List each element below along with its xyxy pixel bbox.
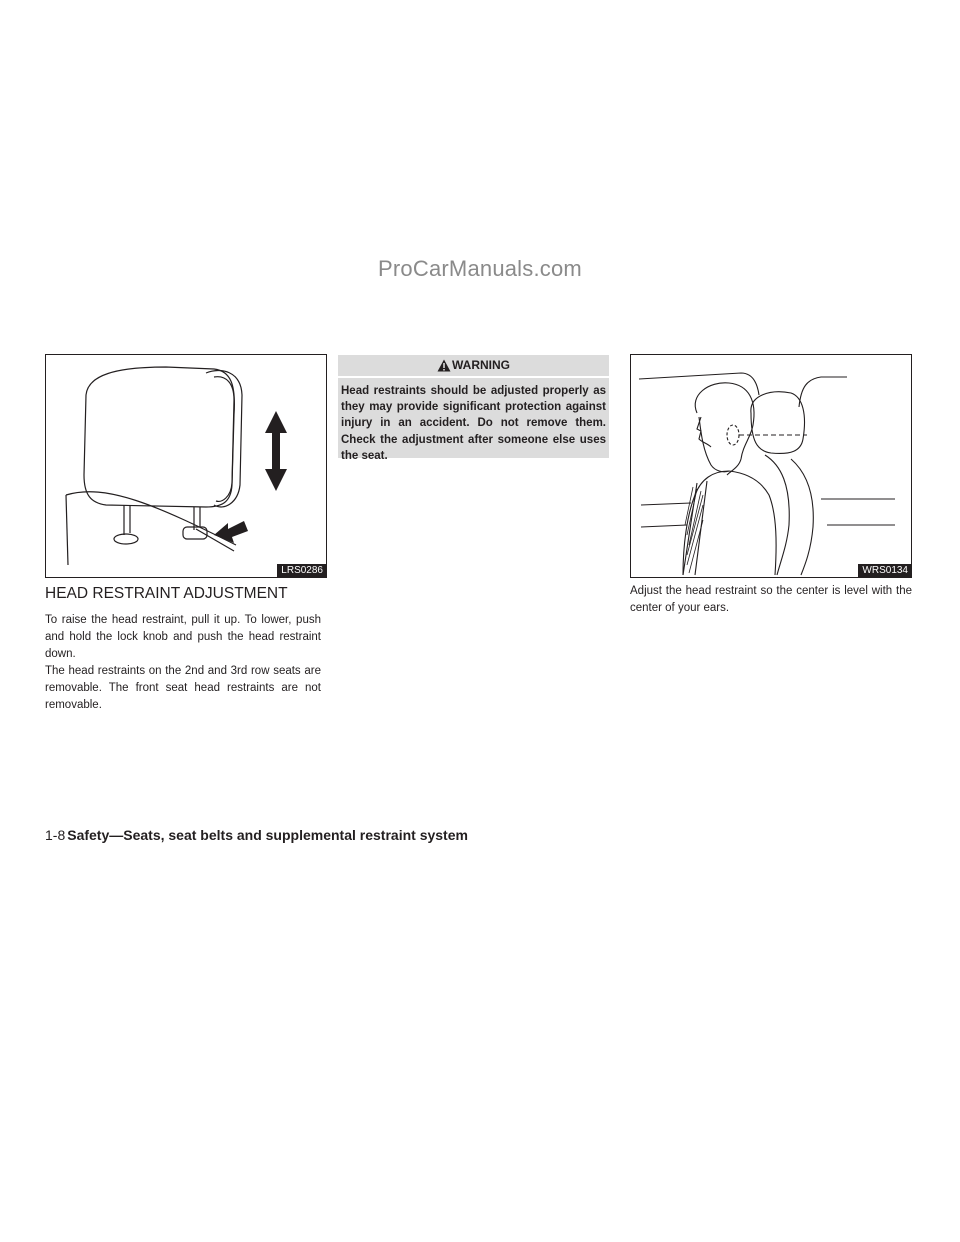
figure-code: LRS0286 bbox=[277, 564, 326, 577]
paragraph-adjust-height: To raise the head restraint, pull it up. To lower, push and hold the lock knob and push the head restraint down. bbox=[45, 614, 321, 660]
section-heading: HEAD RESTRAINT ADJUSTMENT bbox=[45, 585, 288, 602]
watermark: ProCarManuals.com bbox=[378, 256, 582, 281]
warning-triangle-icon bbox=[437, 359, 451, 372]
figure-head-restraint bbox=[45, 354, 327, 578]
figure-code: WRS0134 bbox=[858, 564, 911, 577]
paragraph-ear-level: Adjust the head restraint so the center is level with the center of your ears. bbox=[630, 585, 912, 614]
page-number: 1-8 bbox=[45, 827, 66, 843]
occupant-illustration bbox=[631, 355, 911, 577]
warning-box bbox=[338, 355, 609, 462]
section-title: Safety—Seats, seat belts and supplemental restraint system bbox=[67, 827, 468, 843]
figure-occupant-position bbox=[630, 354, 912, 578]
head-restraint-illustration bbox=[46, 355, 326, 577]
page-footer bbox=[45, 826, 468, 844]
warning-text: Head restraints should be adjusted properly as they may provide significant protection against injury in an accident. Do not remove them. Check the adjustment after someone else uses the seat. bbox=[341, 385, 606, 462]
warning-header bbox=[338, 355, 609, 378]
warning-title: WARNING bbox=[452, 358, 510, 372]
paragraph-removability: The head restraints on the 2nd and 3rd row seats are removable. The front seat head restraints are not removable. bbox=[45, 665, 321, 711]
